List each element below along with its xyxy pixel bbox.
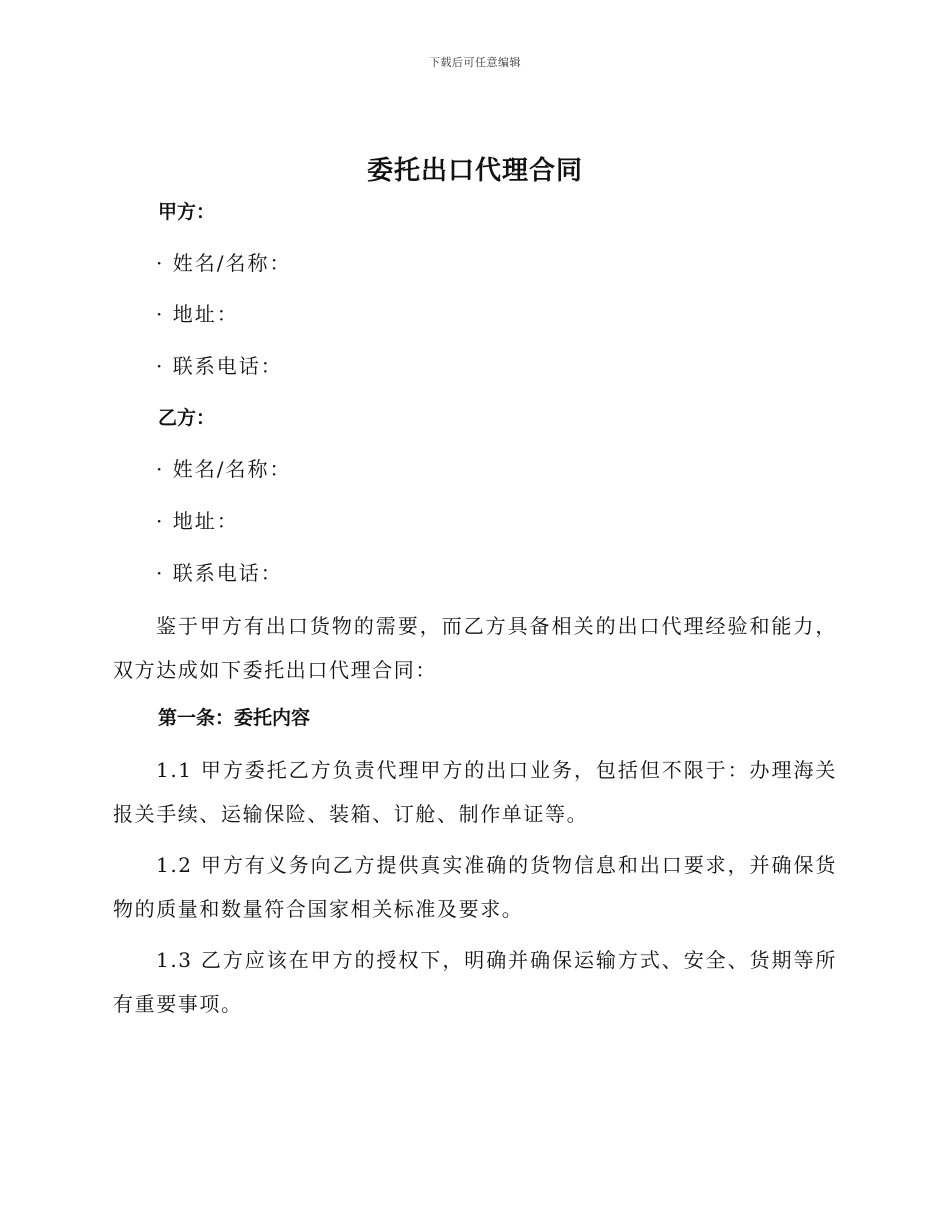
article-1-heading: 第一条：委托内容 <box>158 707 311 729</box>
page-header-note: 下载后可任意编辑 <box>429 56 521 69</box>
party-a-heading: 甲方： <box>158 201 216 223</box>
party-a-name-field: · 姓名/名称： <box>156 251 292 275</box>
party-a-phone-field: · 联系电话： <box>156 354 283 378</box>
party-b-phone-field: · 联系电话： <box>156 561 283 585</box>
clause-1-2: 1.2 甲方有义务向乙方提供真实准确的货物信息和出口要求，并确保货物的质量和数量符合国家相关标准及要求。 <box>113 853 837 921</box>
party-b-heading: 乙方： <box>158 407 216 429</box>
clause-1-3: 1.3 乙方应该在甲方的授权下，明确并确保运输方式、安全、货期等所有重要事项。 <box>113 948 837 1016</box>
contract-title: 委托出口代理合同 <box>366 156 583 186</box>
intro-paragraph: 鉴于甲方有出口货物的需要，而乙方具备相关的出口代理经验和能力，双方达成如下委托出口代理合同： <box>113 614 837 682</box>
party-b-name-field: · 姓名/名称： <box>156 457 292 481</box>
party-b-address-field: · 地址： <box>156 509 239 533</box>
party-a-address-field: · 地址： <box>156 302 239 326</box>
clause-1-1: 1.1 甲方委托乙方负责代理甲方的出口业务，包括但不限于：办理海关报关手续、运输保险、装箱、订舱、制作单证等。 <box>113 758 837 826</box>
